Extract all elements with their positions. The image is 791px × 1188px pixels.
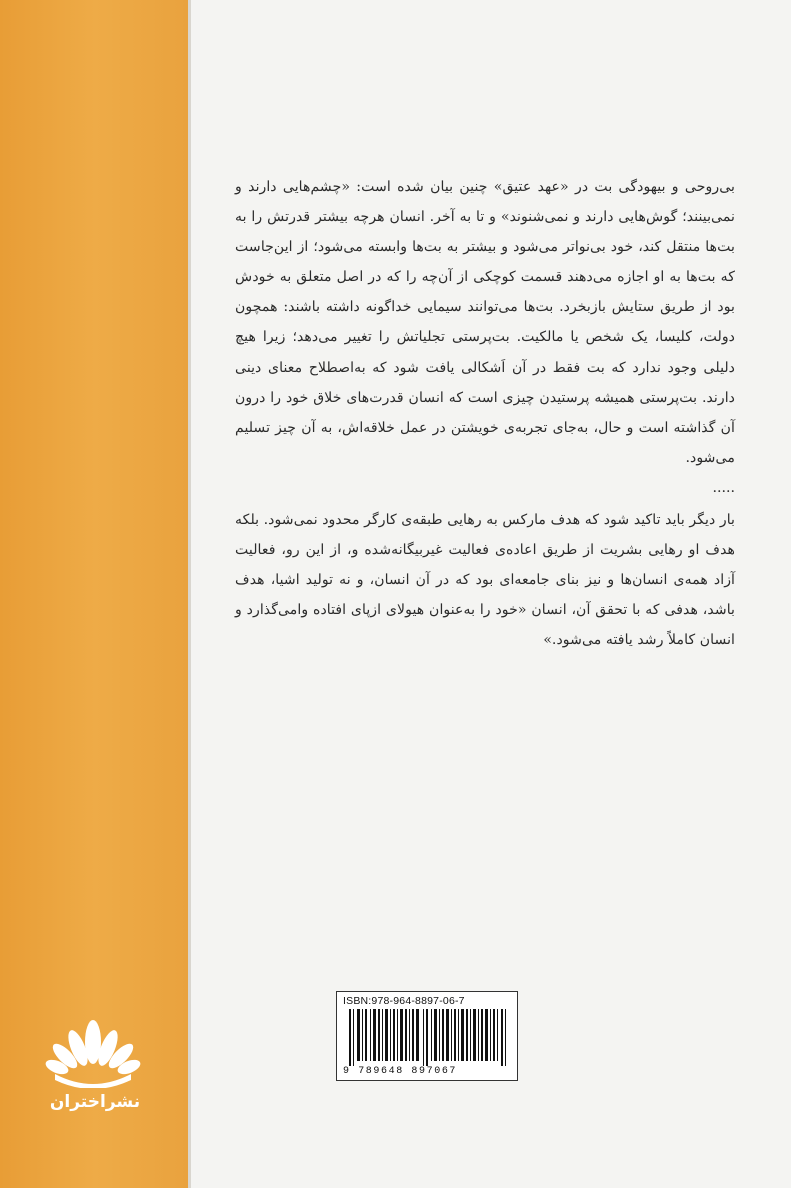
spine-edge <box>188 0 191 1188</box>
blurb-paragraph-2: بار دیگر باید تاکید شود که هدف مارکس به رهایی طبقه‌ی کارگر محدود نمی‌شود. بلکه هدف او رهایی بشریت از طریق اعاده‌ی فعالیت غیربیگانه‌شده و، از این رو، فعالیت آزاد همه‌ی انسان‌ها و نیز بنای جامعه‌ای بود که در آن انسان، و نه تولید اشیا، هدف باشد، هدفی که با تحقق آن، انسان «خود را به‌عنوان هیولای ازپای افتاده وامی‌گذارد و انسان کاملاً رشد یافته می‌شود.» <box>235 511 735 649</box>
isbn-barcode <box>336 991 518 1081</box>
blurb-separator: ..... <box>712 479 735 496</box>
barcode-digits: 9 789648 897067 <box>343 1066 513 1077</box>
publisher-name: نشراختران <box>49 1092 141 1112</box>
isbn-label: ISBN:978-964-8897-06-7 <box>343 995 465 1007</box>
publisher-logo-icon <box>45 1018 141 1088</box>
back-cover-blurb <box>235 172 735 655</box>
spine-strip <box>0 0 190 1188</box>
blurb-paragraph-1: بی‌روحی و بیهودگی بت در «عهد عتیق» چنین بیان شده است: «چشم‌هایی دارند و نمی‌بینند؛ گوش‌هایی دارند و نمی‌شنوند» و تا به آخر. انسان هرچه بیشتر قدرتش را به بت‌ها منتقل کند، خود بی‌نواتر می‌شود و بیشتر به بت‌ها وابسته می‌شود؛ از این‌جاست که بت‌ها به او اجازه می‌دهند قسمت کوچکی از آن‌چه را که در اصل متعلق به خودش بود از طریق ستایش بازبخرد. بت‌ها می‌توانند سیمایی خداگونه داشته باشند: همچون دولت، کلیسا، یک شخص یا مالکیت. بت‌پرستی تجلیاتش را تغییر می‌دهد؛ زیرا هیچ دلیلی وجود ندارد که بت فقط در آن اَشکالی یافت شود که به‌اصطلاح معنای دینی دارند. بت‌پرستی همیشه پرستیدن چیزی است که انسان قدرت‌های خلاق خود را درون آن گذاشته است و حال، به‌جای تجربه‌ی خویشتن در عمل خلاقه‌اش، به آن چیز تسلیم می‌شود. <box>235 179 735 466</box>
barcode-bars-icon <box>345 1009 511 1067</box>
